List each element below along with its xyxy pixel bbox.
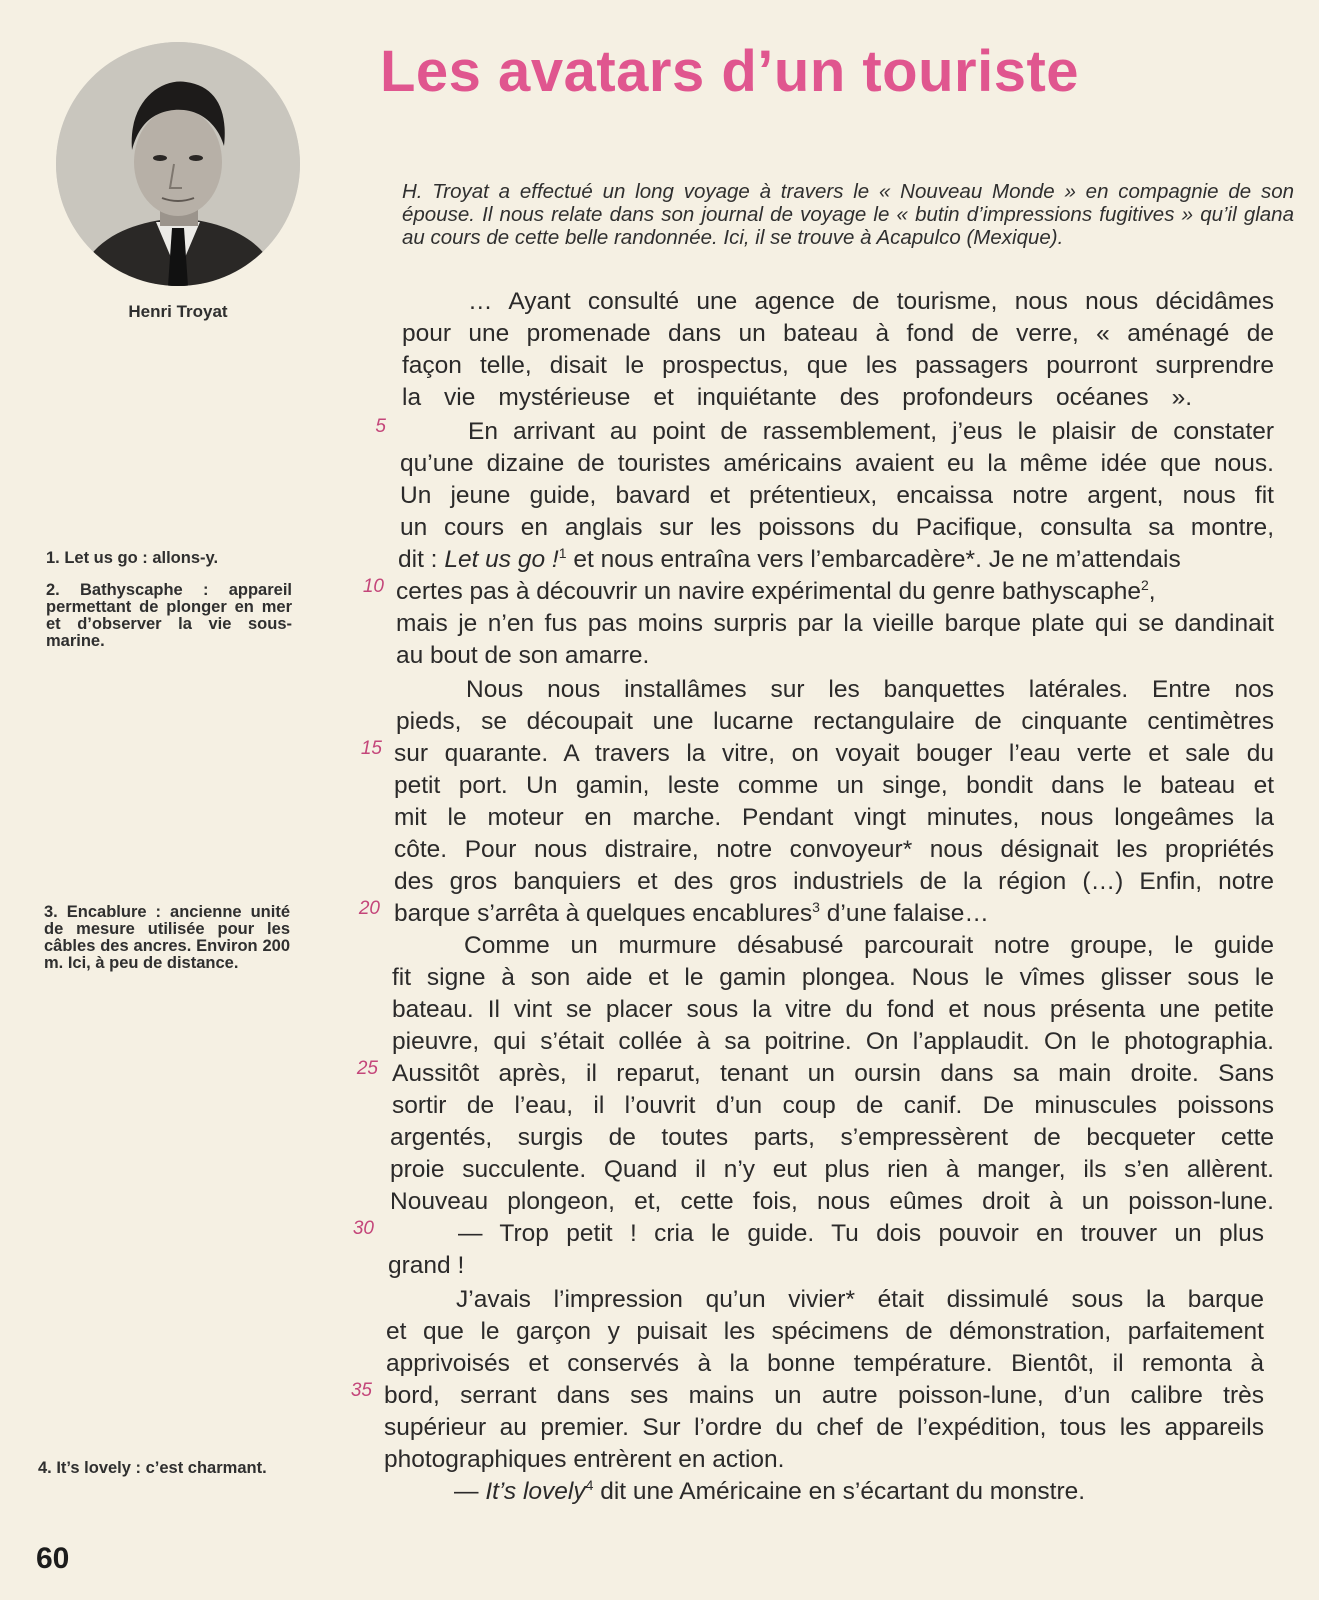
footnote: 2. Bathyscaphe : appareil permettant de plonger en mer et d’observer la vie sous-marine.	[46, 581, 292, 650]
text-line: — Trop petit ! cria le guide. Tu dois pouvoir en trouver un plus	[458, 1220, 1264, 1247]
text-line: En arrivant au point de rassemblement, j’eus le plaisir de constater	[468, 418, 1274, 445]
text-line: côte. Pour nous distraire, notre convoyeur* nous désignait les propriétés	[394, 836, 1274, 863]
portrait-caption: Henri Troyat	[128, 302, 228, 321]
text-line: Comme un murmure désabusé parcourait notre groupe, le guide	[464, 932, 1274, 959]
text-line: des gros banquiers et des gros industriels de la région (…) Enfin, notre	[394, 868, 1274, 895]
text-line-part: dit une Américaine en s’écartant du monstre.	[600, 1478, 1086, 1505]
text-line	[454, 1476, 1234, 1508]
text-line-part: barque s’arrêta à quelques encablures	[394, 900, 813, 927]
footnote: 4. It’s lovely : c’est charmant.	[38, 1459, 267, 1477]
line-number: 25	[356, 1058, 378, 1079]
line-number: 30	[352, 1218, 374, 1239]
text-line: argentés, surgis de toutes parts, s’empressèrent de becqueter cette	[390, 1124, 1274, 1151]
text-line: … Ayant consulté une agence de tourisme, nous nous décidâmes	[468, 288, 1274, 315]
footnote-ref: 2	[1140, 576, 1149, 593]
text-line: fit signe à son aide et le gamin plongea. Nous le vîmes glisser sous le	[392, 964, 1274, 991]
foreign-phrase: Let us go !	[444, 546, 559, 573]
text-line: au bout de son amarre.	[396, 642, 650, 669]
text-line: qu’une dizaine de touristes américains avaient eu la même idée que nous.	[400, 450, 1274, 477]
text-line: sortir de l’eau, il l’ouvrit d’un coup de canif. De minuscules poissons	[392, 1092, 1274, 1119]
text-line: pieds, se découpait une lucarne rectangulaire de cinquante centimètres	[396, 708, 1274, 735]
text-line-part: d’une falaise…	[826, 900, 989, 927]
text-line: photographiques entrèrent en action.	[384, 1446, 785, 1473]
footnote: 1. Let us go : allons-y.	[46, 549, 219, 567]
text-line: bord, serrant dans ses mains un autre poisson-lune, d’un calibre très	[384, 1382, 1264, 1409]
text-line: bateau. Il vint se placer sous la vitre du fond et nous présenta une petite	[392, 996, 1274, 1023]
text-line: et que le garçon y puisait les spécimens de démonstration, parfaitement	[386, 1318, 1264, 1345]
text-line: supérieur au premier. Sur l’ordre du chef de l’expédition, tous les appareils	[384, 1414, 1264, 1441]
text-line	[398, 544, 1274, 576]
text-line: la vie mystérieuse et inquiétante des profondeurs océanes ».	[402, 384, 1192, 411]
text-line: Nous nous installâmes sur les banquettes latérales. Entre nos	[466, 676, 1274, 703]
text-line: Un jeune guide, bavard et prétentieux, encaissa notre argent, nous fit	[400, 482, 1274, 509]
text-line: Nouveau plongeon, et, cette fois, nous eûmes droit à un poisson-lune.	[390, 1188, 1274, 1215]
text-line-part: ,	[1148, 578, 1156, 605]
text-line: petit port. Un gamin, leste comme un singe, bondit dans le bateau et	[394, 772, 1274, 799]
line-number: 20	[358, 898, 380, 919]
text-line: Aussitôt après, il reparut, tenant un oursin dans sa main droite. Sans	[392, 1060, 1274, 1087]
text-line: mit le moteur en marche. Pendant vingt minutes, nous longeâmes la	[394, 804, 1274, 831]
text-line: pieuvre, qui s’était collée à sa poitrine. On l’applaudit. On le photographia.	[392, 1028, 1274, 1055]
text-line: J’avais l’impression qu’un vivier* était dissimulé sous la barque	[456, 1286, 1264, 1313]
text-line: sur quarante. A travers la vitre, on voyait bouger l’eau verte et sale du	[394, 740, 1274, 767]
line-number: 10	[362, 576, 384, 597]
intro-paragraph: H. Troyat a effectué un long voyage à travers le « Nouveau Monde » en compagnie de son épouse. Il nous relate dans son journal de voyage le « butin d’impressions fugitives » qu’il glana au cours de cette belle randonnée. Ici, il se trouve à Acapulco (Mexique).	[402, 180, 1294, 249]
foreign-phrase: It’s lovely	[485, 1478, 586, 1505]
page-number: 60	[36, 1542, 70, 1575]
text-line: apprivoisés et conservés à la bonne température. Bientôt, il remonta à	[386, 1350, 1264, 1377]
author-portrait	[56, 42, 300, 286]
line-number: 35	[350, 1380, 372, 1401]
page-title: Les avatars d’un touriste	[380, 39, 1080, 104]
author-photo-icon	[56, 42, 300, 286]
text-line: un cours en anglais sur les poissons du Pacifique, consulta sa montre,	[400, 514, 1274, 541]
text-line-part: —	[454, 1478, 479, 1505]
text-line: pour une promenade dans un bateau à fond de verre, « aménagé de	[402, 320, 1274, 347]
text-line-part: certes pas à découvrir un navire expérimental du genre bathyscaphe	[396, 578, 1141, 605]
text-line	[396, 576, 1274, 608]
text-line-part: dit :	[398, 546, 438, 573]
text-line: façon telle, disait le prospectus, que les passagers pourront surprendre	[402, 352, 1274, 379]
line-number: 5	[375, 416, 386, 437]
text-line: proie succulente. Quand il n’y eut plus rien à manger, ils s’en allèrent.	[390, 1156, 1274, 1183]
text-line	[394, 898, 1274, 930]
text-line-part: et nous entraîna vers l’embarcadère*. Je ne m’attendais	[573, 546, 1181, 573]
footnote-ref: 3	[812, 898, 820, 915]
text-line: grand !	[388, 1252, 465, 1279]
text-line: mais je n’en fus pas moins surpris par la vieille barque plate qui se dandinait	[396, 610, 1274, 637]
footnote: 3. Encablure : ancienne unité de mesure utilisée pour les câbles des ancres. Environ 200 m. Ici, à peu de distance.	[44, 903, 290, 972]
line-number: 15	[360, 738, 382, 759]
footnote-ref: 4	[585, 1476, 594, 1493]
footnote-ref: 1	[558, 544, 567, 561]
